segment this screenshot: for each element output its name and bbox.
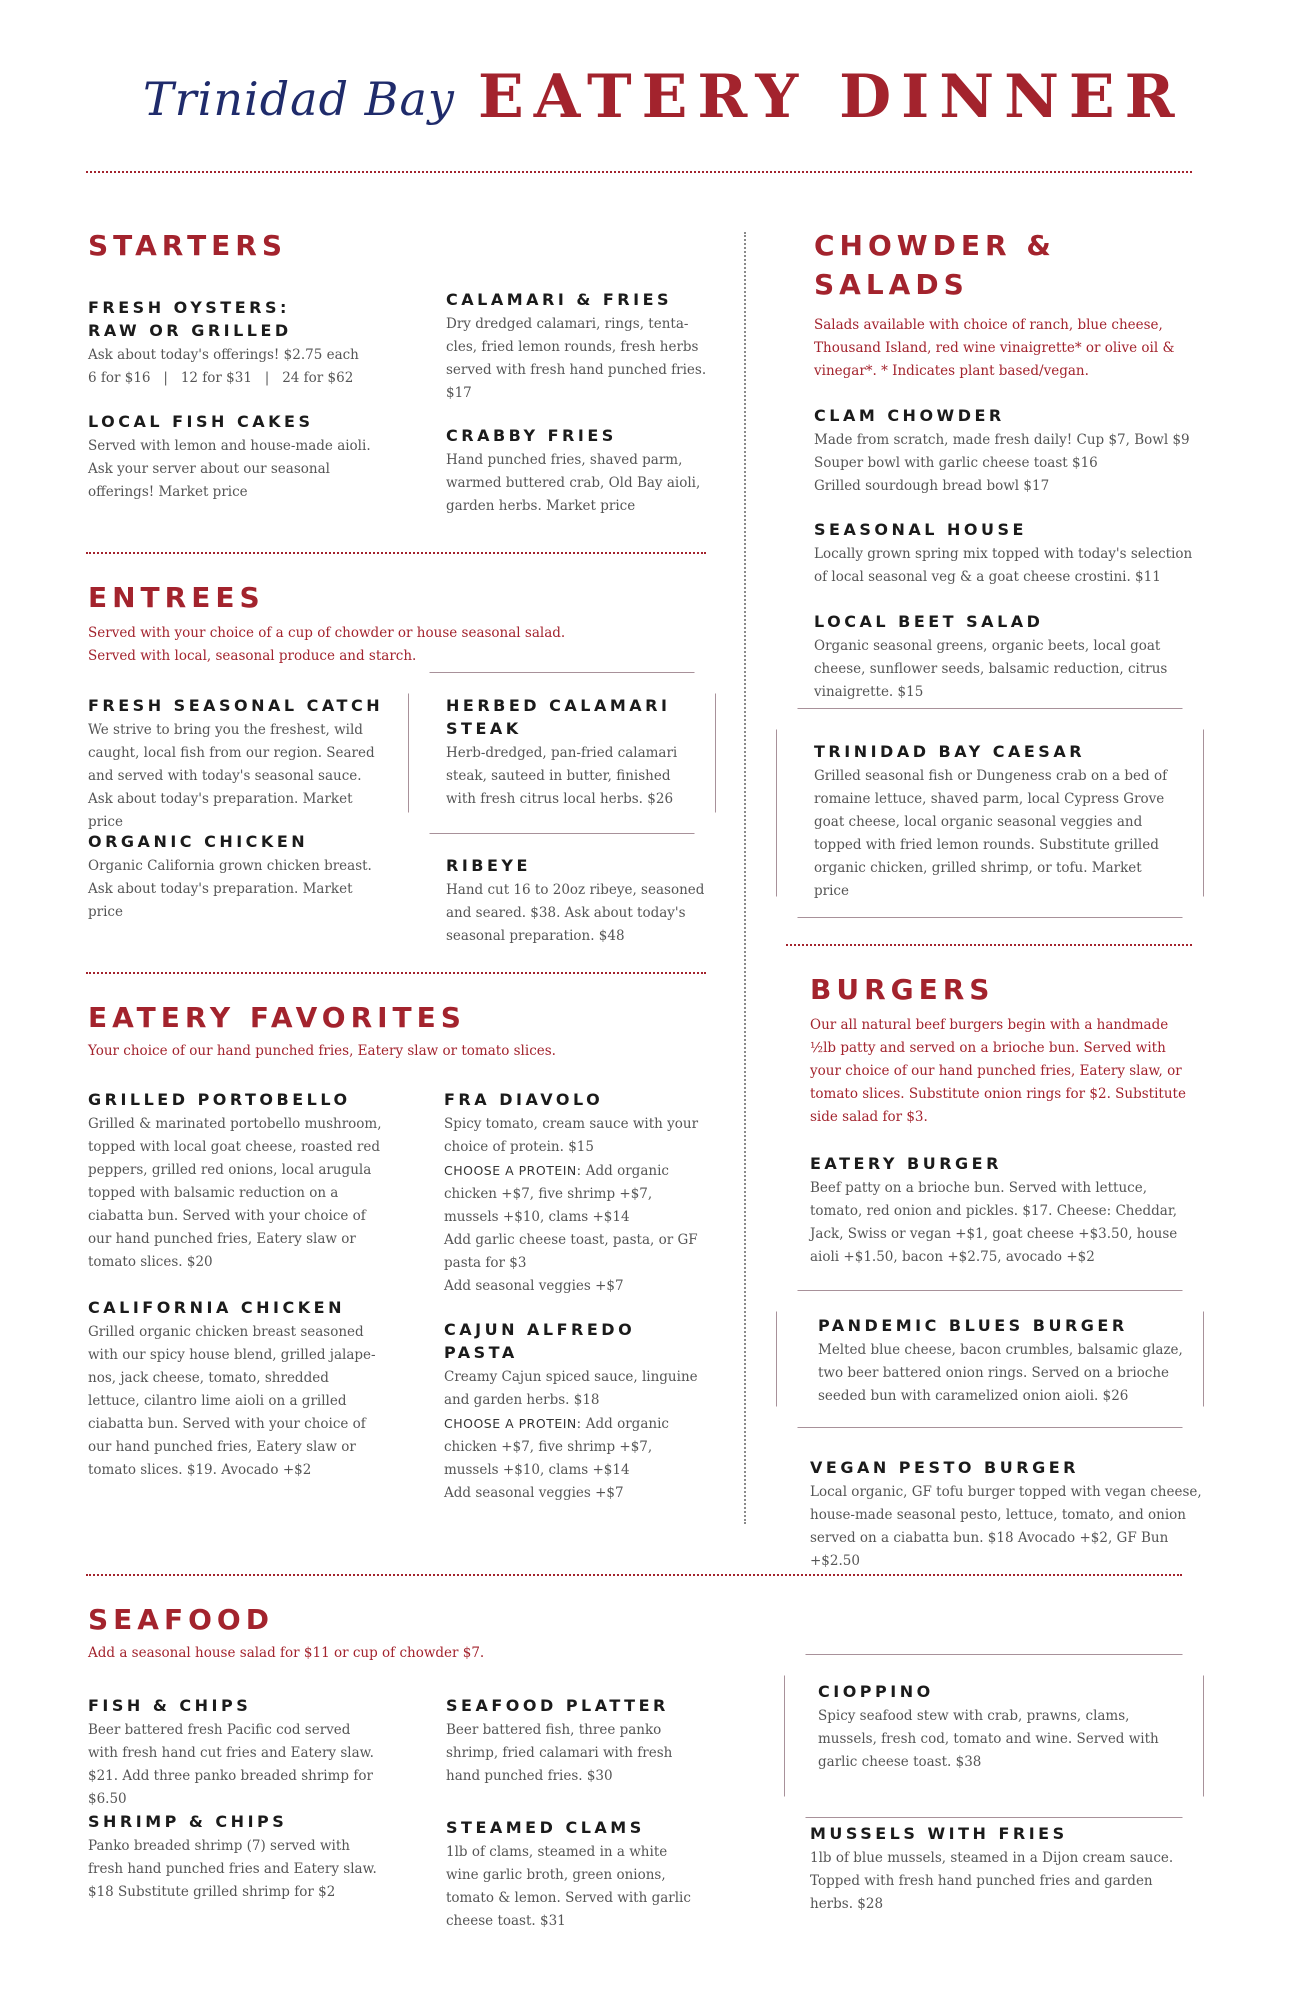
item-name: VEGAN PESTO BURGER <box>810 1458 1079 1477</box>
menu-item-seasonal-house <box>814 518 1194 589</box>
brand-logo: Trinidad Bay <box>143 72 455 126</box>
seafood-note: Add a seasonal house salad for $11 or cup of chowder $7. <box>88 1645 485 1661</box>
item-desc: Hand cut 16 to 20oz ribeye, seasoned and seared. $38. Ask about today's seasonal preparation. $48 <box>446 882 705 944</box>
item-desc: Panko breaded shrimp (7) served with fresh hand punched fries and Eatery slaw. $18 Substitute grilled shrimp for $2 <box>88 1838 377 1900</box>
menu-item-local-fish-cakes <box>88 410 378 504</box>
section-title-entrees: ENTREES <box>88 581 265 614</box>
item-desc: Organic California grown chicken breast. Ask about today's preparation. Market price <box>88 858 372 920</box>
page-title: EATERY DINNER <box>478 62 1185 132</box>
item-name: ORGANIC CHICKEN <box>88 832 309 851</box>
item-desc: Hand punched fries, shaved parm, warmed buttered crab, Old Bay aioli, garden herbs. Market price <box>446 452 701 514</box>
item-desc: Herb-dredged, pan-fried calamari steak, sauteed in butter, finished with fresh citrus local herbs. $26 <box>446 745 678 807</box>
section-title-seafood: SEAFOOD <box>88 1603 274 1636</box>
item-name: CRABBY FRIES <box>446 426 617 445</box>
item-name: CALIFORNIA CHICKEN <box>88 1298 345 1317</box>
item-desc: We strive to bring you the freshest, wild caught, local fish from our region. Seared and served with today's seasonal sauce. Ask about today's preparation. Market price <box>88 722 375 830</box>
menu-item-pandemic-blues-burger <box>818 1314 1188 1408</box>
item-name: FISH & CHIPS <box>88 1696 252 1715</box>
menu-item-shrimp-chips <box>88 1810 388 1904</box>
item-name: FRESH OYSTERS: RAW OR GRILLED <box>88 298 292 340</box>
entrees-note: Served with your choice of a cup of chowder or house seasonal salad. Served with local, seasonal produce and starch. <box>88 625 566 664</box>
item-name: GRILLED PORTOBELLO <box>88 1090 351 1109</box>
item-name: FRESH SEASONAL CATCH <box>88 696 384 715</box>
item-desc: Spicy seafood stew with crab, prawns, clams, mussels, fresh cod, tomato and wine. Served with garlic cheese toast. $38 <box>818 1708 1159 1770</box>
item-desc: Grilled & marinated portobello mushroom, topped with local goat cheese, roasted red peppers, grilled red onions, local arugula topped with balsamic reduction on a ciabatta bun. Served with your choice of our hand punched fries, Eatery slaw or tomato slices. $20 <box>88 1116 382 1270</box>
section-title-starters: STARTERS <box>88 229 288 262</box>
item-protein <box>444 1412 700 1482</box>
item-desc: Beef patty on a brioche bun. Served with lettuce, tomato, red onion and pickles. $17. Cheese: Cheddar, Jack, Swiss or vegan +$1, goat cheese +$3.50, house aioli +$1.50, bacon +$2.75, avocado +$2 <box>810 1180 1178 1265</box>
section-title-favorites: EATERY FAVORITES <box>88 1001 466 1034</box>
protein-options: Add organic chicken +$7, five shrimp +$7, mussels +$10, clams +$14 <box>444 1416 669 1478</box>
item-desc: Served with lemon and house-made aioli. Ask your server about our seasonal offerings! Market price <box>88 438 371 500</box>
menu-item-local-beet-salad <box>814 610 1210 704</box>
protein-label: CHOOSE A PROTEIN: <box>444 1416 582 1431</box>
item-desc: Melted blue cheese, bacon crumbles, balsamic glaze, two beer battered onion rings. Served on a brioche seeded bun with caramelized onion aioli. $26 <box>818 1342 1183 1404</box>
item-desc: Made from scratch, made fresh daily! Cup $7, Bowl $9 <box>814 432 1190 448</box>
item-name: EATERY BURGER <box>810 1154 1002 1173</box>
item-desc: Creamy Cajun spiced sauce, linguine and garden herbs. $18 <box>444 1369 698 1408</box>
menu-item-seafood-platter <box>446 1694 692 1788</box>
menu-item-california-chicken <box>88 1296 388 1482</box>
item-desc: Dry dredged calamari, rings, tenta-cles, fried lemon rounds, fresh herbs served with fresh hand punched fries. $17 <box>446 316 707 401</box>
menu-item-mussels-with-fries <box>810 1822 1182 1916</box>
menu-item-fresh-oysters <box>88 296 388 390</box>
item-name: TRINIDAD BAY CAESAR <box>814 742 1086 761</box>
menu-item-organic-chicken <box>88 830 388 924</box>
section-title-chowder-salads: CHOWDER & SALADS <box>814 229 1056 301</box>
item-desc: Local organic, GF tofu burger topped with vegan cheese, house-made seasonal pesto, lettuce, tomato, and onion served on a ciabatta bun. $18 Avocado +$2, GF Bun +$2.50 <box>810 1484 1202 1569</box>
menu-item-eatery-burger <box>810 1152 1198 1269</box>
menu-item-cajun-alfredo-pasta <box>444 1318 700 1505</box>
menu-item-fresh-seasonal-catch <box>88 694 388 834</box>
protein-options: Add organic chicken +$7, five shrimp +$7, mussels +$10, clams +$14 <box>444 1163 669 1225</box>
menu-item-cioppino <box>818 1680 1180 1774</box>
item-name: CALAMARI & FRIES <box>446 290 673 309</box>
menu-item-vegan-pesto-burger <box>810 1456 1206 1573</box>
item-name: CAJUN ALFREDO PASTA <box>444 1320 636 1362</box>
item-desc: 1lb of clams, steamed in a white wine garlic broth, green onions, tomato & lemon. Served with garlic cheese toast. $31 <box>446 1844 691 1929</box>
item-desc: Locally grown spring mix topped with today's selection of local seasonal veg & a goat cheese crostini. $11 <box>814 546 1193 585</box>
item-extra-veggies: Add seasonal veggies +$7 <box>444 1278 624 1294</box>
item-desc: Grilled seasonal fish or Dungeness crab on a bed of romaine lettuce, shaved parm, local Cypress Grove goat cheese, local organic seasonal veggies and topped with fried lemon rounds. Substitute grilled organic chicken, grilled shrimp, or tofu. Market price <box>814 768 1168 899</box>
item-name: SEASONAL HOUSE <box>814 520 1027 539</box>
column-divider <box>744 232 746 1524</box>
item-desc: Ask about today's offerings! $2.75 each <box>88 347 359 363</box>
menu-item-grilled-portobello <box>88 1088 388 1274</box>
item-name: SHRIMP & CHIPS <box>88 1812 288 1831</box>
item-desc-bread-bowl: Grilled sourdough bread bowl $17 <box>814 478 1050 494</box>
protein-label: CHOOSE A PROTEIN: <box>444 1163 582 1178</box>
item-desc: Beer battered fish, three panko shrimp, fried calamari with fresh hand punched fries. $30 <box>446 1722 673 1784</box>
item-name: PANDEMIC BLUES BURGER <box>818 1316 1128 1335</box>
item-name: HERBED CALAMARI STEAK <box>446 696 671 738</box>
menu-item-clam-chowder <box>814 404 1194 498</box>
header-divider <box>86 171 1192 173</box>
item-name: CIOPPINO <box>818 1682 934 1701</box>
section-title-burgers: BURGERS <box>810 973 995 1006</box>
item-desc: 1lb of blue mussels, steamed in a Dijon cream sauce. Topped with fresh hand punched fries and garden herbs. $28 <box>810 1850 1174 1912</box>
item-name: STEAMED CLAMS <box>446 1818 645 1837</box>
seafood-divider <box>86 1574 1182 1576</box>
entrees-divider <box>86 972 706 974</box>
item-protein <box>444 1159 700 1229</box>
chowder-note: Salads available with choice of ranch, blue cheese, Thousand Island, red wine vinaigrette* or olive oil & vinegar*. * Indicates plant based/vegan. <box>814 317 1175 379</box>
starters-divider <box>86 552 706 554</box>
item-desc-prices: 6 for $16 | 12 for $31 | 24 for $62 <box>88 370 354 386</box>
item-name: FRA DIAVOLO <box>444 1090 604 1109</box>
item-name: RIBEYE <box>446 856 531 875</box>
item-name: LOCAL BEET SALAD <box>814 612 1044 631</box>
item-name: SEAFOOD PLATTER <box>446 1696 669 1715</box>
item-extra-veggies: Add seasonal veggies +$7 <box>444 1485 624 1501</box>
menu-item-ribeye <box>446 854 706 948</box>
menu-item-herbed-calamari-steak <box>446 694 700 811</box>
menu-item-fra-diavolo <box>444 1088 700 1298</box>
menu-item-calamari-fries <box>446 288 710 405</box>
menu-item-crabby-fries <box>446 424 710 518</box>
item-desc: Beer battered fresh Pacific cod served with fresh hand cut fries and Eatery slaw. $21. Add three panko breaded shrimp for $6.50 <box>88 1722 374 1807</box>
item-name: CLAM CHOWDER <box>814 406 1005 425</box>
burgers-note: Our all natural beef burgers begin with a handmade ½lb patty and served on a brioche bun. Served with your choice of our hand punched fries, Eatery slaw, or tomato slices. Substitute onion rings for $2. Substitute side salad for $3. <box>810 1017 1186 1125</box>
item-name: MUSSELS WITH FRIES <box>810 1824 1068 1843</box>
menu-item-steamed-clams <box>446 1816 692 1933</box>
item-desc-souper-bowl: Souper bowl with garlic cheese toast $16 <box>814 455 1098 471</box>
item-desc: Grilled organic chicken breast seasoned with our spicy house blend, grilled jalape-nos, jack cheese, tomato, shredded lettuce, cilantro lime aioli on a grilled ciabatta bun. Served with your choice of our hand punched fries, Eatery slaw or tomato slices. $19. Avocado +$2 <box>88 1324 376 1478</box>
menu-item-trinidad-bay-caesar <box>814 740 1180 903</box>
item-desc: Spicy tomato, cream sauce with your choice of protein. $15 <box>444 1116 699 1155</box>
salads-divider <box>786 944 1192 946</box>
menu-item-fish-chips <box>88 1694 388 1811</box>
item-desc: Organic seasonal greens, organic beets, local goat cheese, sunflower seeds, balsamic reduction, citrus vinaigrette. $15 <box>814 638 1168 700</box>
favorites-note: Your choice of our hand punched fries, Eatery slaw or tomato slices. <box>88 1043 556 1059</box>
item-extra: Add garlic cheese toast, pasta, or GF pasta for $3 <box>444 1232 698 1271</box>
item-name: LOCAL FISH CAKES <box>88 412 314 431</box>
